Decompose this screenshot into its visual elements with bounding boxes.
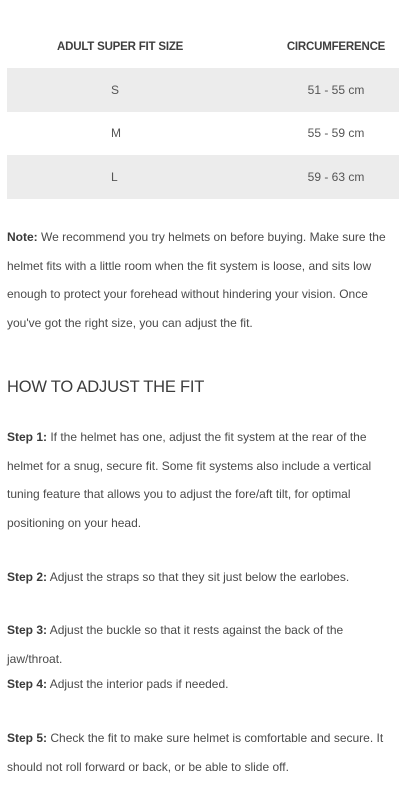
step-text: Adjust the buckle so that it rests against the back of the jaw/throat.	[7, 623, 344, 666]
circumference-cell: 51 - 55 cm	[273, 68, 399, 112]
note-label: Note:	[7, 230, 38, 244]
size-table-header-row	[7, 26, 399, 68]
circumference-column-header: CIRCUMFERENCE	[286, 41, 386, 53]
circumference-cell: 55 - 59 cm	[307, 126, 365, 141]
size-cell: M	[111, 126, 121, 141]
note-text: We recommend you try helmets on before buying. Make sure the helmet fits with a little room when the fit system is loose, and sits low enough to protect your forehead without hindering your vision. Once you've got the right size, you can adjust the fit.	[7, 230, 386, 331]
table-row	[7, 112, 399, 156]
size-table	[7, 26, 399, 199]
step-label: Step 2:	[7, 570, 48, 584]
step-4-paragraph	[7, 670, 399, 699]
step-text: Check the fit to make sure helmet is comfortable and secure. It should not roll forward or back, or be able to slide off.	[7, 731, 384, 774]
size-cell: L	[7, 155, 273, 199]
adjust-fit-heading: HOW TO ADJUST THE FIT	[7, 378, 205, 396]
circumference-cell: 59 - 63 cm	[273, 155, 399, 199]
step-3-paragraph	[7, 616, 399, 673]
table-row	[7, 155, 399, 199]
step-label: Step 3:	[7, 623, 48, 637]
step-5-paragraph	[7, 724, 399, 781]
step-label: Step 4:	[7, 677, 48, 691]
size-column-header: ADULT SUPER FIT SIZE	[57, 41, 184, 53]
step-label: Step 5:	[7, 731, 48, 745]
table-row	[7, 68, 399, 112]
step-2-paragraph	[7, 563, 399, 592]
step-text: Adjust the straps so that they sit just below the earlobes.	[47, 570, 350, 584]
step-text: Adjust the interior pads if needed.	[47, 677, 229, 691]
step-1-paragraph	[7, 423, 399, 538]
note-paragraph	[7, 223, 399, 338]
step-label: Step 1:	[7, 430, 48, 444]
size-cell: S	[7, 68, 273, 112]
step-text: If the helmet has one, adjust the fit system at the rear of the helmet for a snug, secure fit. Some fit systems also include a vertical tuning feature that allows you to adjust the fore/aft tilt, for optimal positioning on your head.	[7, 430, 372, 531]
